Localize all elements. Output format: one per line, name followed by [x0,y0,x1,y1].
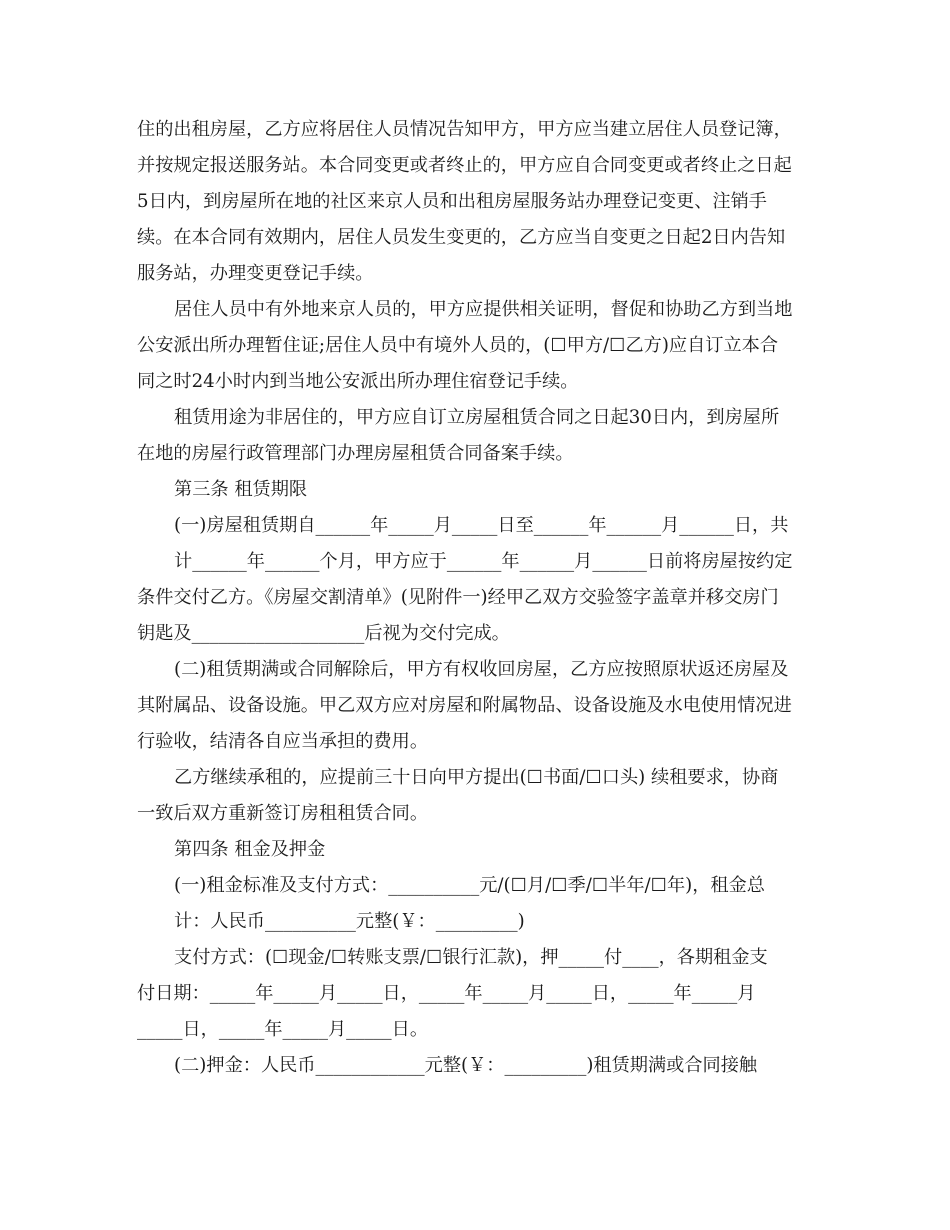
text-line: 一致后双方重新签订房租租赁合同。 [137,803,429,824]
text-line: 付日期：_____年_____月_____日，_____年_____月_____日，_____年_____月 [137,983,756,1004]
text-line: 计______年______个月，甲方应于______年______月______日前将房屋按约定 [174,551,793,572]
text-line: 乙方继续承租的，应提前三十日向甲方提出(☐书面/☐口头) 续租要求，协商 [174,767,779,788]
text-line: 租赁用途为非居住的，甲方应自订立房屋租赁合同之日起30日内，到房屋所 [174,407,780,428]
text-line: 并按规定报送服务站。本合同变更或者终止的，甲方应自合同变更或者终止之日起 [137,155,792,176]
text-line: (二)租赁期满或合同解除后，甲方有权收回房屋，乙方应按照原状返还房屋及 [174,659,789,680]
text-line: 支付方式：(☐现金/☐转账支票/☐银行汇款)，押_____付____，各期租金支 [174,947,768,968]
text-line: 5日内，到房屋所在地的社区来京人员和出租房屋服务站办理登记变更、注销手 [137,191,767,212]
text-line: 在地的房屋行政管理部门办理房屋租赁合同备案手续。 [137,443,574,464]
text-line: 行验收，结清各自应当承担的费用。 [137,731,429,752]
text-line: 条件交付乙方。《房屋交割清单》(见附件一)经甲乙双方交验签字盖章并移交房门 [137,587,779,608]
text-line: 服务站，办理变更登记手续。 [137,263,374,284]
text-line: (一)房屋租赁期自______年_____月_____日至______年______月______日，共 [174,515,789,536]
text-line: 公安派出所办理暂住证;居住人员中有境外人员的，(☐甲方/☐乙方)应自订立本合 [137,335,779,356]
text-line: _____日，_____年_____月_____日。 [137,1019,429,1040]
text-line: 居住人员中有外地来京人员的，甲方应提供相关证明，督促和协助乙方到当地 [174,299,793,320]
text-line: 计：人民币__________元整(￥：_________) [174,911,525,932]
text-line: 续。在本合同有效期内，居住人员发生变更的，乙方应当自变更之日起2日内告知 [137,227,786,248]
text-line: 其附属品、设备设施。甲乙双方应对房屋和附属物品、设备设施及水电使用情况进 [137,695,792,716]
text-line: (二)押金：人民币____________元整(￥：_________)租赁期满或合同接触 [174,1055,758,1076]
text-line: (一)租金标准及支付方式：__________元/(☐月/☐季/☐半年/☐年)，租金总 [174,875,765,896]
text-line: 住的出租房屋，乙方应将居住人员情况告知甲方，甲方应当建立居住人员登记簿， [137,119,792,140]
section-heading: 第四条 租金及押金 [174,839,326,860]
text-line: 钥匙及___________________后视为交付完成。 [137,623,510,644]
text-line: 同之时24小时内到当地公安派出所办理住宿登记手续。 [137,371,579,392]
section-heading: 第三条 租赁期限 [174,479,308,500]
